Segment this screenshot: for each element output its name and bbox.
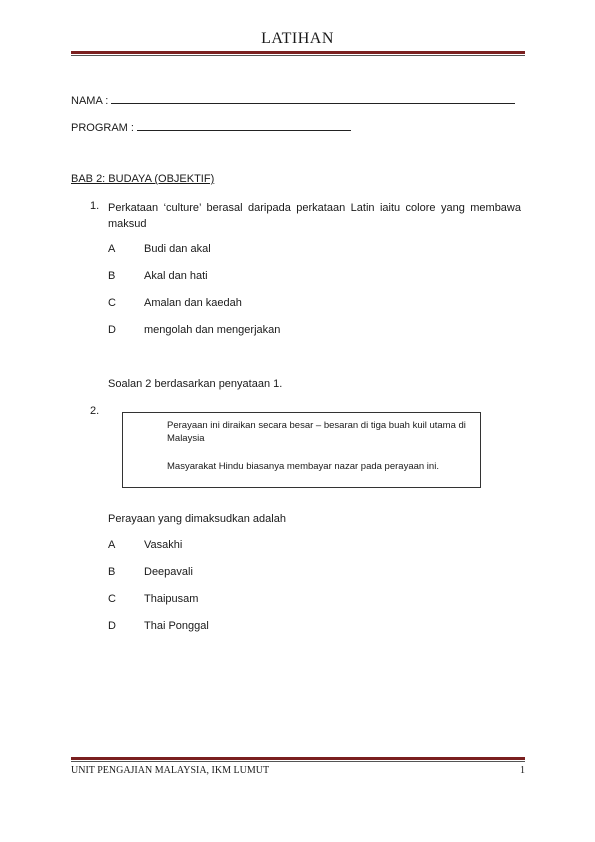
q2-option-a-text: Vasakhi [144,539,183,551]
q2-option-c-text: Thaipusam [144,593,199,605]
statement-2-text: Masyarakat Hindu biasanya membayar nazar pada perayaan ini. [167,461,439,472]
section-heading: BAB 2: BUDAYA (OBJEKTIF) [71,173,215,185]
footer-text: UNIT PENGAJIAN MALAYSIA, IKM LUMUT [71,765,270,776]
header-rule [71,51,525,56]
q1-option-a-text: Budi dan akal [144,243,211,255]
header-rule-thin [71,55,525,56]
q1-option-b-letter: B [108,270,116,282]
nama-blank-line[interactable] [111,93,515,104]
program-field [71,120,351,134]
footer-rule-thick [71,757,525,760]
header-rule-thick [71,51,525,54]
page-title: LATIHAN [261,30,334,47]
q2-option-d-letter: D [108,620,116,632]
q1-option-d-text: mengolah dan mengerjakan [144,324,281,336]
q2-option-b-letter: B [108,566,116,578]
q2-option-d-text: Thai Ponggal [144,620,209,632]
nama-label: NAMA : [71,95,109,107]
q1-option-b-text: Akal dan hati [144,270,208,282]
footer-rule-thin [71,761,525,762]
question-2-intro: Soalan 2 berdasarkan penyataan 1. [108,378,283,390]
q2-option-c-letter: C [108,593,116,605]
nama-field [71,93,515,107]
q1-option-d-letter: D [108,324,116,336]
question-2-stem: Perayaan yang dimaksudkan adalah [108,513,286,525]
q1-option-c-text: Amalan dan kaedah [144,297,242,309]
program-label: PROGRAM : [71,122,134,134]
program-blank-line[interactable] [137,120,351,131]
q1-option-a-letter: A [108,243,116,255]
footer-rule [71,757,525,762]
page-number: 1 [520,765,525,776]
statement-box [122,412,481,488]
q2-option-b-text: Deepavali [144,566,193,578]
question-1-number: 1. [90,200,100,212]
question-2-number: 2. [90,405,100,417]
q2-option-a-letter: A [108,539,116,551]
statement-1-text: Perayaan ini diraikan secara besar – besaran di tiga buah kuil utama di Malaysia [167,420,466,444]
question-1-text: Perkataan ‘culture’ berasal daripada perkataan Latin iaitu colore yang membawa maksud [108,202,521,230]
q1-option-c-letter: C [108,297,116,309]
